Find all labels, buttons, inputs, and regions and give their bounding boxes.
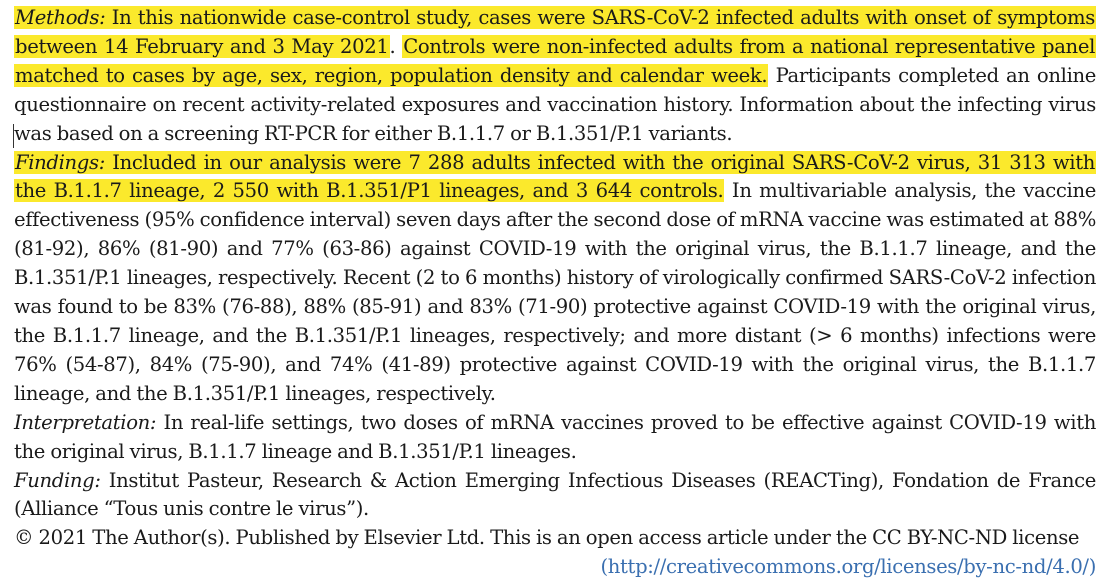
license-paren-open: ( <box>600 555 608 579</box>
abstract-body <box>14 4 1096 582</box>
license-paragraph <box>14 524 1096 553</box>
methods-paragraph <box>14 4 1096 149</box>
funding-label: Funding: <box>14 468 101 492</box>
findings-label: Findings: <box>15 150 105 174</box>
license-text: © 2021 The Author(s). Published by Elsevier Ltd. This is an open access article under the CC BY-NC-ND license <box>14 526 1080 550</box>
findings-highlight-text: Included in our analysis were 7 288 adults infected with the original SARS-CoV-2 virus, 31 313 with the B.1.1.7 lineage, 2 550 with B.1.351/P1 lineages, and 3 644 controls. <box>15 150 1095 203</box>
interpretation-paragraph <box>14 409 1096 467</box>
funding-paragraph <box>14 467 1096 525</box>
license-link-line <box>14 553 1096 582</box>
methods-period: . <box>389 34 403 58</box>
funding-text: Institut Pasteur, Research & Action Emerging Infectious Diseases (REACTing), Fondation de France (Alliance “Tous unis contre le virus”). <box>14 468 1096 521</box>
findings-rest: In multivariable analysis, the vaccine effectiveness (95% confidence interval) seven days after the second dose of mRNA vaccine was estimated at 88% (81-92), 86% (81-90) and 77% (63-86) against COVID-19 with the original virus, the B.1.1.7 lineage, and the B.1.351/P.1 lineages, respectively. Recent (2 to 6 months) history of virologically confirmed SARS-CoV-2 infection was found to be 83% (76-88), 88% (85-91) and 83% (71-90) protective against COVID-19 with the original virus, the B.1.1.7 lineage, and the B.1.351/P.1 lineages, respectively; and more distant (> 6 months) infections were 76% (54-87), 84% (75-90), and 74% (41-89) protective against COVID-19 with the original virus, the B.1.1.7 lineage, and the B.1.351/P.1 lineages, respectively. <box>14 179 1096 405</box>
methods-highlight-2: Controls were non-infected adults from a national representative panel matched to cases by age, sex, region, population density and calendar week. <box>15 34 1095 87</box>
methods-highlight-1-text: In this nationwide case-control study, cases were SARS-CoV-2 infected adults with onset of symptoms between 14 February and 3 May 2021 <box>15 6 1095 58</box>
license-paren-close: ) <box>1088 555 1096 579</box>
license-link[interactable]: http://creativecommons.org/licenses/by-nc-nd/4.0/ <box>607 555 1089 579</box>
findings-paragraph <box>14 149 1096 409</box>
methods-rest: Participants completed an online questionnaire on recent activity-related exposures and vaccination history. Information about the infecting virus was based on a screening RT-PCR for either B.1.1.7 or B.1.351/P.1 variants. <box>14 63 1096 145</box>
interpretation-text: In real-life settings, two doses of mRNA vaccines proved to be effective against COVID-19 with the original virus, B.1.1.7 lineage and B.1.351/P.1 lineages. <box>14 410 1096 463</box>
methods-label: Methods: <box>15 6 106 29</box>
interpretation-label: Interpretation: <box>14 410 157 434</box>
